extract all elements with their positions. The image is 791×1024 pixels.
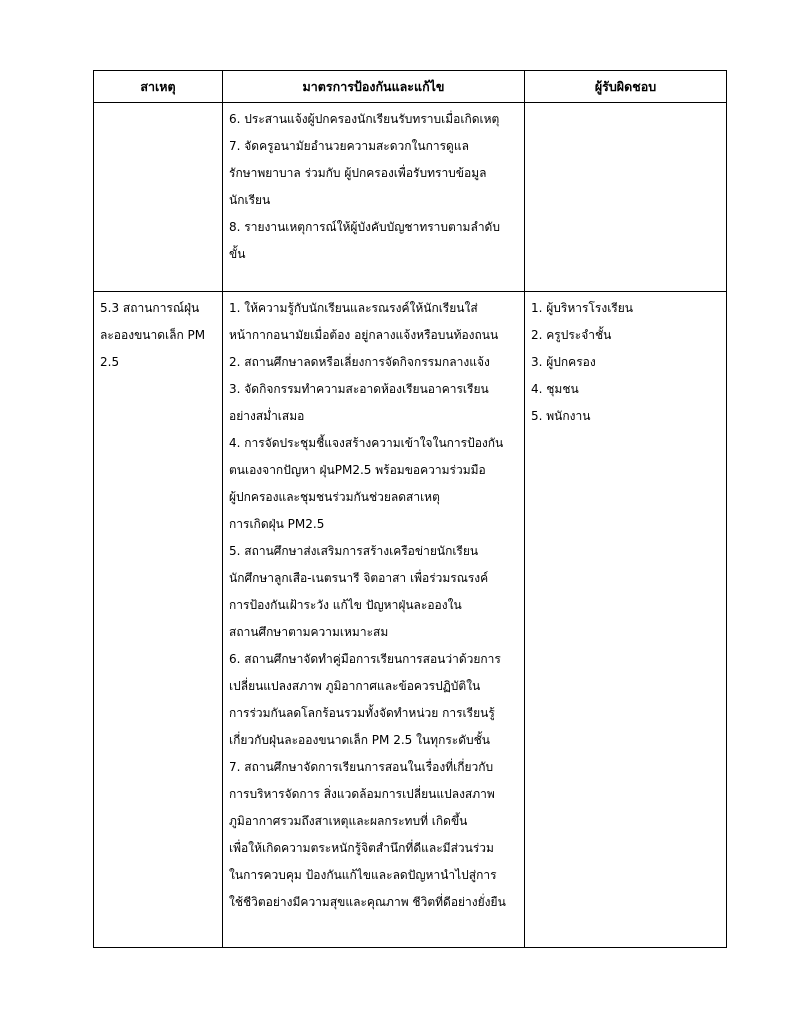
text-line: เพื่อให้เกิดความตระหนักรู้จิตสำนึกที่ดีและมีส่วนร่วม <box>229 841 494 855</box>
text-line: 5.3 สถานการณ์ฝุ่น <box>100 301 200 315</box>
table-header-row <box>94 71 727 103</box>
text-line: ภูมิอากาศรวมถึงสาเหตุและผลกระทบที่ เกิดขึ้น <box>229 814 468 828</box>
text-line: 6. ประสานแจ้งผู้ปกครองนักเรียนรับทราบเมื่อเกิดเหตุ <box>229 112 500 126</box>
text-line: รักษาพยาบาล ร่วมกับ ผู้ปกครองเพื่อรับทราบข้อมูล <box>229 166 487 180</box>
text-line: 2.5 <box>100 355 120 369</box>
text-line: 5. สถานศึกษาส่งเสริมการสร้างเครือข่ายนักเรียน <box>229 544 479 558</box>
text-line: 1. ให้ความรู้กับนักเรียนและรณรงค์ให้นักเรียนใส่ <box>229 301 478 315</box>
text-line: 4. ชุมชน <box>531 382 579 396</box>
text-line: 8. รายงานเหตุการณ์ให้ผู้บังคับบัญชาทราบตามลำดับ <box>229 220 500 234</box>
measures-cell <box>223 292 525 948</box>
text-line: ตนเองจากปัญหา ฝุ่นPM2.5 พร้อมขอความร่วมมือ <box>229 463 486 477</box>
responsible-cell <box>525 292 727 948</box>
text-line: 2. ครูประจำชั้น <box>531 328 612 342</box>
text-line: 3. จัดกิจกรรมทำความสะอาดห้องเรียนอาคารเรียน <box>229 382 489 396</box>
text-line: 3. ผู้ปกครอง <box>531 355 596 369</box>
header-measures: มาตรการป้องกันและแก้ไข <box>223 71 525 103</box>
cause-cell <box>94 103 223 292</box>
measures-table <box>93 70 727 948</box>
text-line: ละอองขนาดเล็ก PM <box>100 328 206 342</box>
text-line: หน้ากากอนามัยเมื่อต้อง อยู่กลางแจ้งหรือบนท้องถนน <box>229 328 499 342</box>
text-line: การร่วมกันลดโลกร้อนรวมทั้งจัดทำหน่วย การเรียนรู้ <box>229 706 495 720</box>
table-row <box>94 292 727 948</box>
text-line: นักเรียน <box>229 193 271 207</box>
text-line: 7. จัดครูอนามัยอำนวยความสะดวกในการดูแล <box>229 139 469 153</box>
text-line: สถานศึกษาตามความเหมาะสม <box>229 625 389 639</box>
text-line: นักศึกษาลูกเสือ-เนตรนารี จิตอาสา เพื่อร่วมรณรงค์ <box>229 571 489 585</box>
responsible-cell <box>525 103 727 292</box>
text-line: ขั้น <box>229 247 246 261</box>
text-line: อย่างสม่ำเสมอ <box>229 409 305 423</box>
text-line: การเกิดฝุ่น PM2.5 <box>229 517 325 531</box>
text-line: เปลี่ยนแปลงสภาพ ภูมิอากาศและข้อควรปฏิบัติใน <box>229 679 481 693</box>
header-cause: สาเหตุ <box>94 71 223 103</box>
table-row <box>94 103 727 292</box>
text-line: การบริหารจัดการ สิ่งแวดล้อมการเปลี่ยนแปลงสภาพ <box>229 787 495 801</box>
text-line: 7. สถานศึกษาจัดการเรียนการสอนในเรื่องที่เกี่ยวกับ <box>229 760 494 774</box>
text-line: ผู้ปกครองและชุมชนร่วมกันช่วยลดสาเหตุ <box>229 490 440 504</box>
text-line: 4. การจัดประชุมชี้แจงสร้างความเข้าใจในการป้องกัน <box>229 436 504 450</box>
cause-cell <box>94 292 223 948</box>
measures-cell <box>223 103 525 292</box>
text-line: เกี่ยวกับฝุ่นละอองขนาดเล็ก PM 2.5 ในทุกระดับชั้น <box>229 733 490 747</box>
header-responsible: ผู้รับผิดชอบ <box>525 71 727 103</box>
text-line: ใช้ชีวิตอย่างมีความสุขและคุณภาพ ชีวิตที่ดีอย่างยั่งยืน <box>229 895 506 909</box>
text-line: 5. พนักงาน <box>531 409 591 423</box>
text-line: 2. สถานศึกษาลดหรือเลี่ยงการจัดกิจกรรมกลางแจ้ง <box>229 355 490 369</box>
text-line: 1. ผู้บริหารโรงเรียน <box>531 301 633 315</box>
text-line: 6. สถานศึกษาจัดทำคู่มือการเรียนการสอนว่าด้วยการ <box>229 652 501 666</box>
text-line: การป้องกันเฝ้าระวัง แก้ไข ปัญหาฝุ่นละอองใน <box>229 598 462 612</box>
text-line: ในการควบคุม ป้องกันแก้ไขและลดปัญหานำไปสู่การ <box>229 868 497 882</box>
